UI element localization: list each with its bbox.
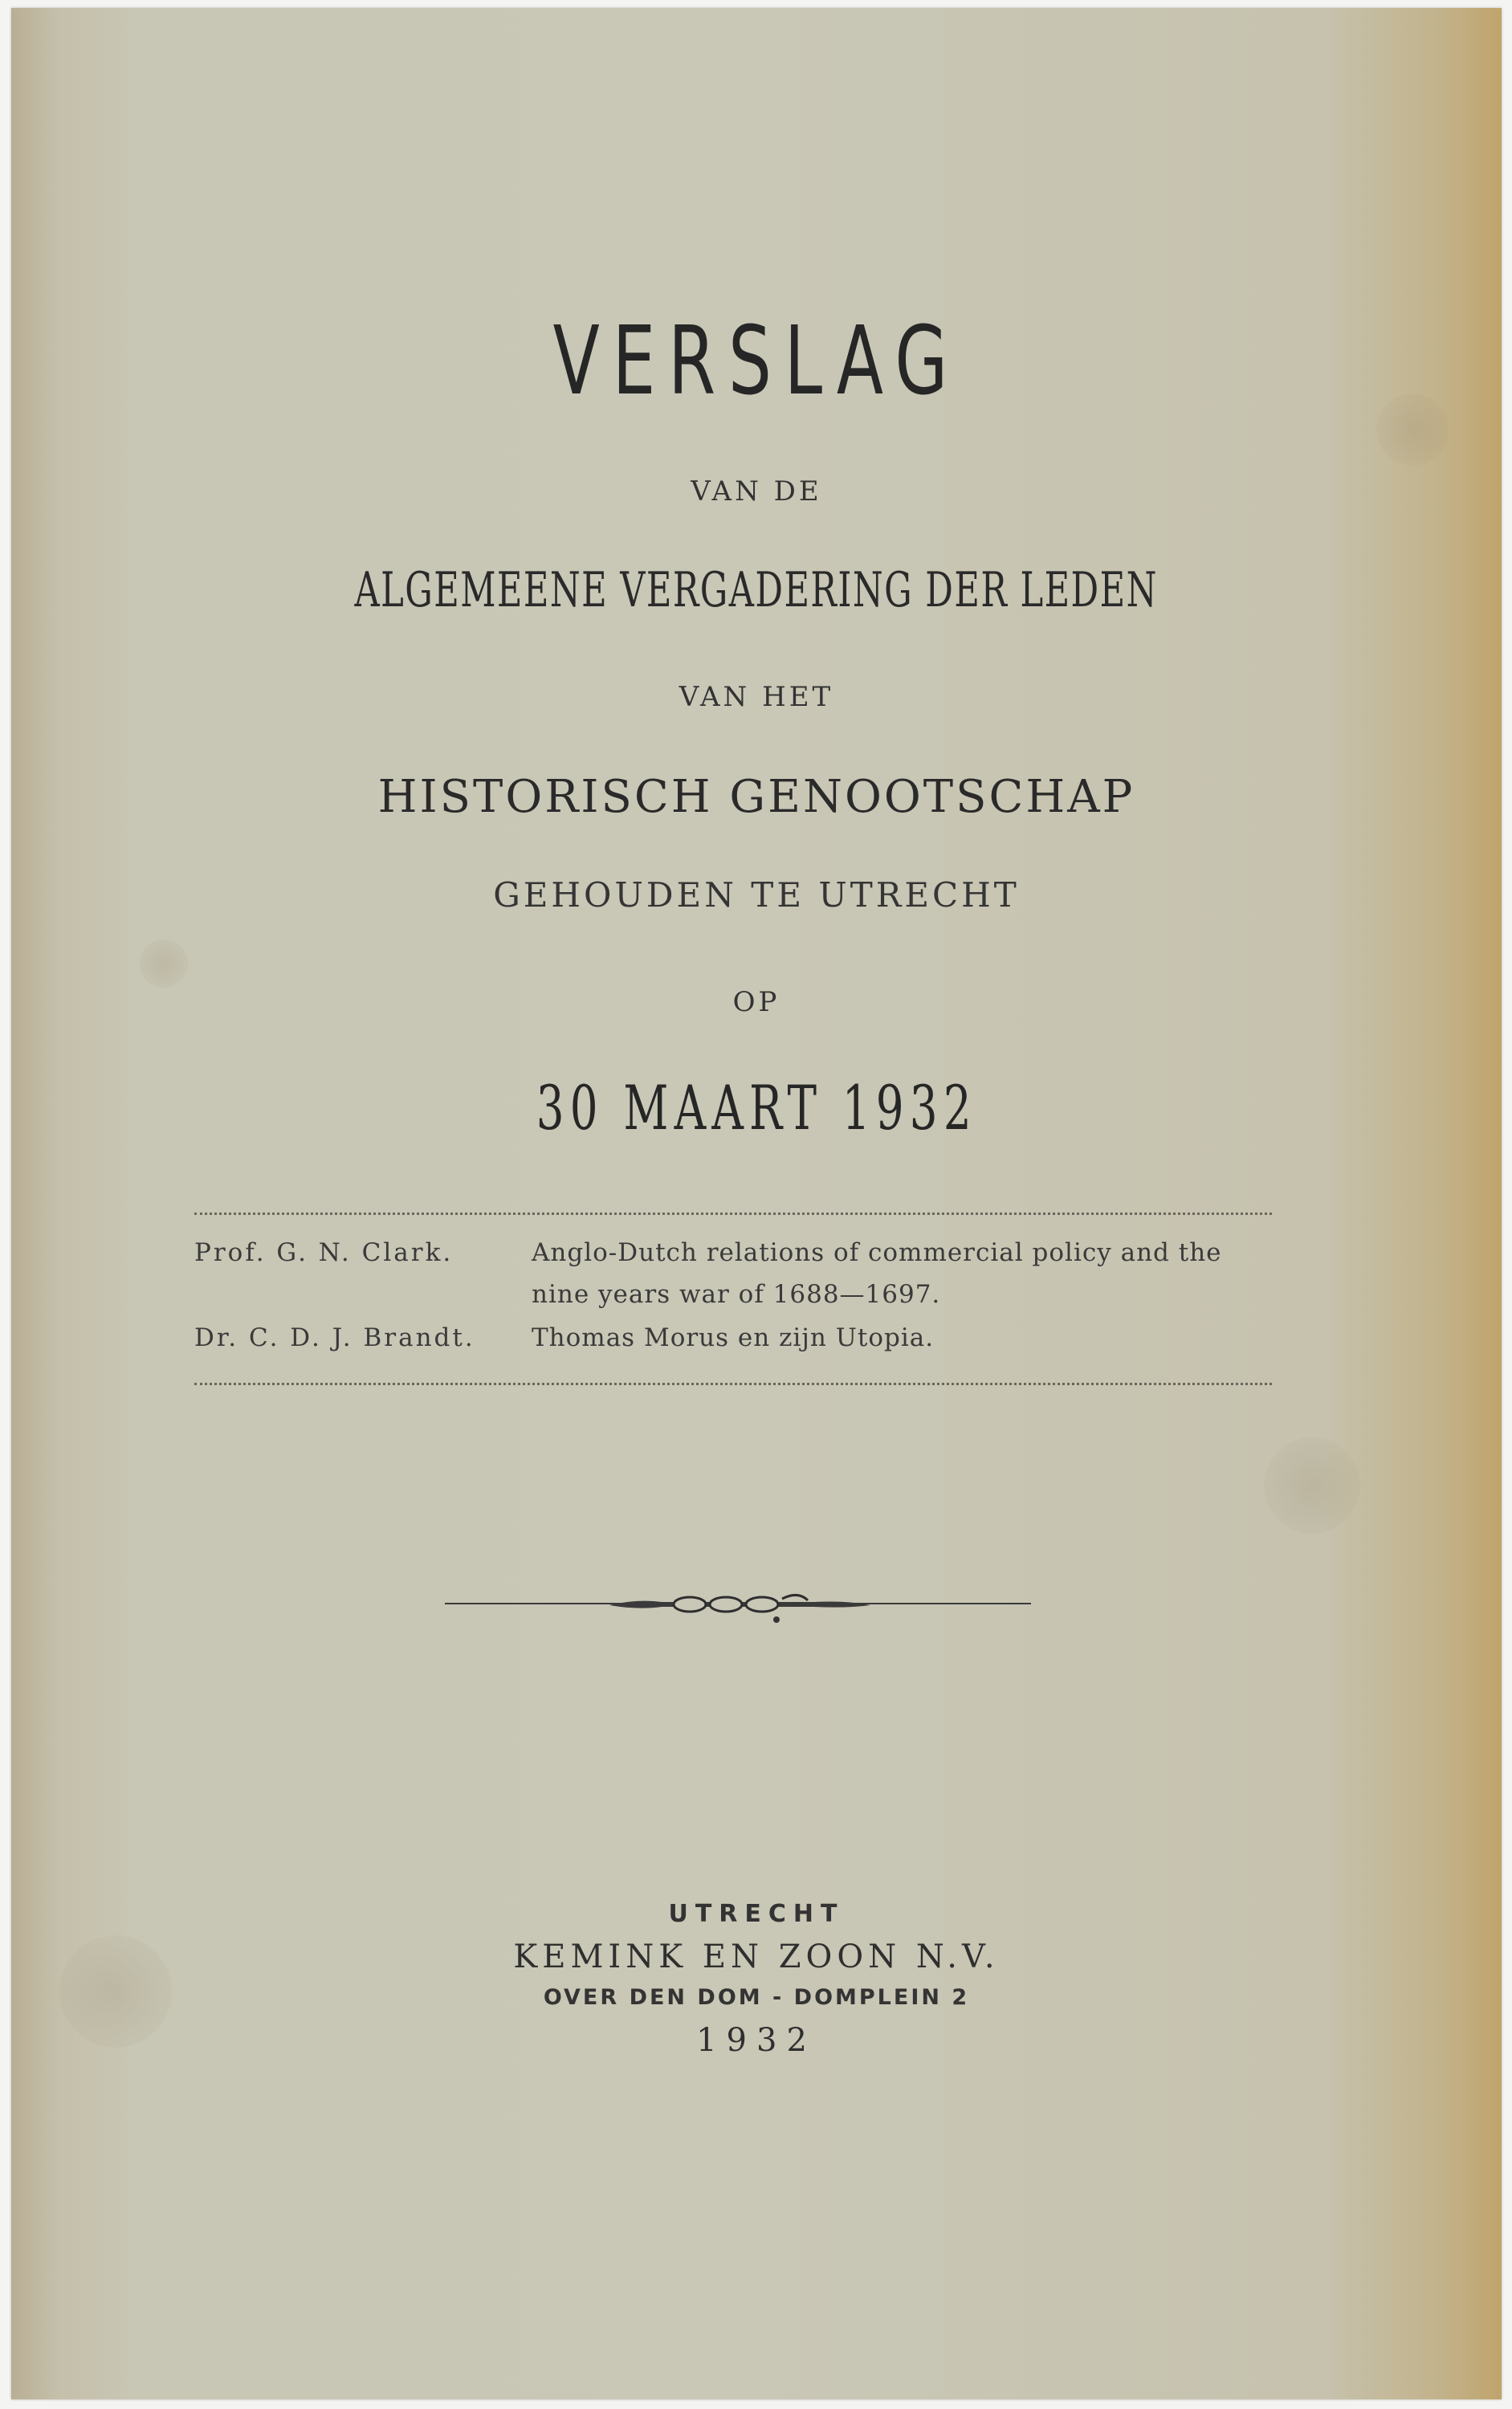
contents-entry xyxy=(194,1323,475,1352)
contents-work-title-cont: nine years war of 1688—1697. xyxy=(532,1280,941,1309)
subtitle-op: OP xyxy=(732,986,780,1018)
meeting-date: 30 MAART 1932 xyxy=(536,1072,977,1143)
contents-work-title: Anglo-Dutch relations of commercial policy and the xyxy=(532,1238,1222,1267)
cover-title: VERSLAG xyxy=(552,305,960,416)
imprint-publisher: KEMINK EN ZOON N.V. xyxy=(513,1938,1000,1975)
imprint-address: OVER DEN DOM - DOMPLEIN 2 xyxy=(543,1985,970,2010)
subtitle-van-het: VAN HET xyxy=(679,681,834,713)
subtitle-vergadering: ALGEMEENE VERGADERING DER LEDEN xyxy=(354,562,1159,618)
subtitle-gehouden: GEHOUDEN TE UTRECHT xyxy=(493,875,1020,915)
subtitle-genootschap: HISTORISCH GENOOTSCHAP xyxy=(377,771,1135,823)
imprint-year: 1932 xyxy=(696,2022,817,2059)
dotted-rule-bottom xyxy=(194,1383,1272,1385)
contents-work-title: Thomas Morus en zijn Utopia. xyxy=(532,1323,935,1352)
book-cover xyxy=(11,8,1502,2399)
dotted-rule-top xyxy=(194,1213,1272,1215)
stain xyxy=(1264,1437,1360,1534)
contents-entry xyxy=(194,1238,453,1267)
contents-author: Dr. C. D. J. Brandt. xyxy=(194,1323,475,1352)
subtitle-van-de: VAN DE xyxy=(691,475,822,507)
contents-author: Prof. G. N. Clark. xyxy=(194,1238,454,1267)
imprint-city: UTRECHT xyxy=(668,1900,845,1928)
ornament-divider xyxy=(445,1578,1031,1634)
stain xyxy=(140,940,188,988)
